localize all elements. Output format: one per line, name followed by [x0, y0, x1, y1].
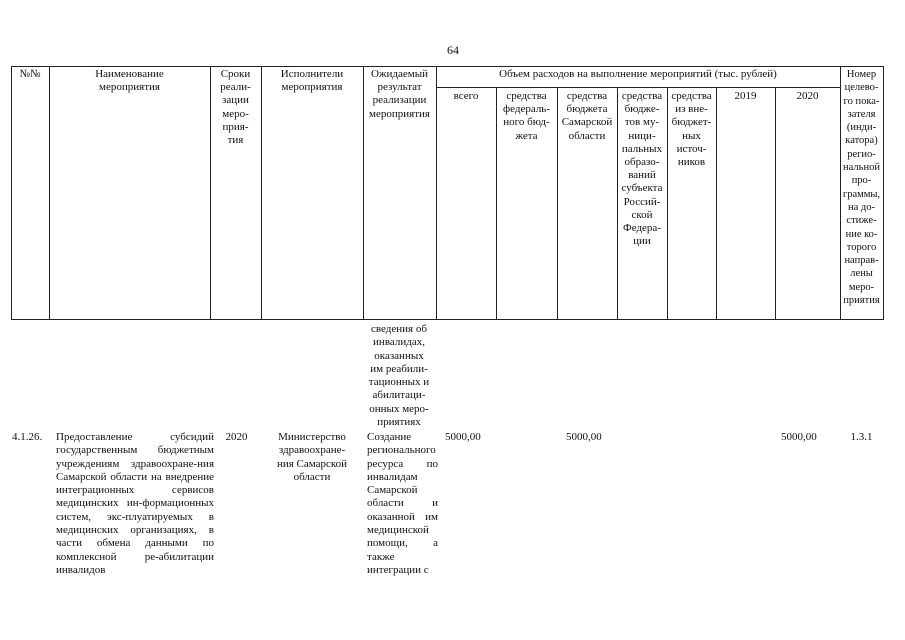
- header-expected-result: Ожидаемый результат реализации мероприятия: [369, 68, 430, 120]
- header-extrabudgetary: средства из вне- бюджет- ных источ- ников: [671, 90, 712, 169]
- row-expected-result: Создание регионального ресурса по инвалидам Самарской области и оказанной им медицинской помощи, а также интеграции с: [367, 431, 438, 576]
- header-regional-budget: средства бюджета Самарской области: [561, 90, 613, 142]
- header-total: всего: [453, 90, 479, 102]
- header-indicator-number: Номер целево- го пока- зателя (инди- катора) регио- нальной про- граммы, на до- стиже- ние ко- торого направ- лены меро- приятия: [842, 69, 881, 307]
- row-name: Предоставление субсидий государственным бюджетным учреждениям здравоохране-ния Самарской области на внедрение интеграционных сервисов медицинских ин-формационных систем, экс-плуатируемых в медицинских организациях, в части обмена данными по комплексной ре-абилитации инвалидов: [56, 431, 214, 576]
- row-2020: 5000,00: [781, 431, 817, 443]
- page-number: 64: [447, 43, 459, 57]
- row-indicator: 1.3.1: [850, 431, 873, 443]
- header-name: Наименование мероприятия: [95, 68, 164, 94]
- row-number: 4.1.26.: [12, 431, 43, 443]
- row-regional: 5000,00: [566, 431, 602, 443]
- row-executor: Министерство здравоохране- ния Самарской области: [276, 431, 348, 483]
- header-terms: Сроки реали- зации меро- прия- тия: [220, 68, 251, 147]
- table-header: [11, 66, 884, 320]
- row-term: 2020: [225, 431, 248, 443]
- row-total: 5000,00: [445, 431, 481, 443]
- header-municipal-budgets: средства бюдже- тов му- ници- пальных образо- ваний субъекта Россий- ской Федера- ции: [621, 90, 663, 248]
- header-2019: 2019: [734, 90, 757, 102]
- header-executors: Исполнители мероприятия: [280, 68, 344, 94]
- header-number: №№: [19, 68, 41, 80]
- header-expenses: Объем расходов на выполнение мероприятий (тыс. рублей): [499, 68, 777, 80]
- header-federal-budget: средства федераль- ного бюд- жета: [503, 90, 550, 142]
- header-2020: 2020: [796, 90, 819, 102]
- carryover-expected-result: сведения об инвалидах, оказанных им реабили- тационных и абилитаци- онных меро- приятиях: [368, 323, 430, 429]
